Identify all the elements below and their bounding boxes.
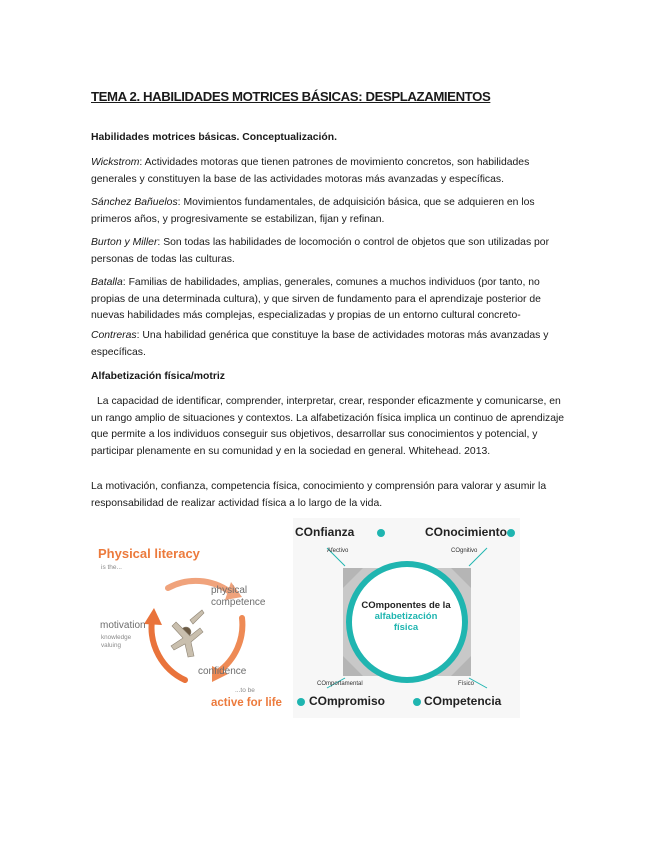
physical-competence-label [211,585,281,609]
compromiso-dot-icon [297,698,305,706]
definition-separator: : [139,157,145,168]
confianza-dot-icon [377,529,385,537]
competence-text: physical competence [211,585,266,608]
definition-author: Sánchez Bañuelos [91,197,178,208]
active-for-life-label: active for life [211,697,282,709]
confianza-label: COnfianza [295,525,355,539]
components-figure [293,518,520,718]
definition-separator: : [157,237,164,248]
dancer-silhouette [171,610,204,657]
section-heading: Habilidades motrices básicas. Conceptualización. [91,132,337,143]
definition-contreras [91,328,567,361]
cognitivo-label: COgnitivo [451,548,478,554]
definition-author: Batalla [91,277,123,288]
center-line-3: física [393,622,419,633]
definition-burton [91,235,567,268]
knowledge-label: knowledge [101,634,132,641]
valuing-label: valuing [101,642,121,649]
definition-author: Contreras [91,330,137,341]
afectivo-label: Afectivo [327,548,349,554]
center-line-1: COmponentes de la [361,600,451,611]
definition-text: Familias de habilidades, amplias, generales, comunes a muchos individuos (por tanto, no propias de una determinada cultura), y que sirven de fundamento para el aprendizaje posterior de nuevas habilidades más complejas, especializadas y propias de un entorno cultural concreto- [91,277,541,321]
conocimiento-label: COnocimiento [425,525,508,539]
literacy-paragraph [91,394,567,460]
definition-text: Son todas las habilidades de locomoción o control de objetos que son utilizadas por personas de todas las culturas. [91,237,550,265]
conocimiento-dot-icon [507,529,515,537]
definition-batalla [91,275,567,325]
definition-wickstrom [91,155,567,188]
page-title: TEMA 2. HABILIDADES MOTRICES BÁSICAS: DESPLAZAMIENTOS [91,89,491,104]
definition-author: Burton y Miller [91,237,158,248]
competencia-label: COmpetencia [424,694,502,708]
physical-literacy-figure [90,540,290,715]
paragraph-text: La motivación, confianza, competencia física, conocimiento y comprensión para valorar y asumir la responsabilidad de realizar actividad física a lo largo de la vida. [91,481,547,509]
conceptualization-section [91,130,567,147]
definition-sanchez [91,195,567,228]
motivation-sublabels [101,634,131,650]
definition-text: Actividades motoras que tienen patrones de movimiento concretos, son habilidades generales y constituyen la base de las actividades motoras más avanzadas y específicas. [91,157,530,185]
center-line-2: alfabetización [374,611,438,622]
definition-separator: : [177,197,184,208]
confidence-label: confidence [198,666,247,677]
section-heading: Alfabetización física/motriz [91,371,225,382]
compromiso-label: COmpromiso [309,694,386,708]
definition-text: Movimientos fundamentales, de adquisición básica, que se adquieren en los primeros años, y progresivamente se estabilizan, fijan y refinan. [91,197,535,225]
physical-literacy-title: Physical literacy [98,546,200,561]
definition-text: Una habilidad genérica que constituye la base de actividades motoras más avanzadas y específicas. [91,330,549,358]
competencia-dot-icon [413,698,421,706]
paragraph-text: La capacidad de identificar, comprender, interpretar, crear, responder eficazmente y comunicarse, en un rango amplio de situaciones y contextos. La alfabetización física implica un continuo de aprendizaje que permite a los individuos conseguir sus objetivos, desarrollar sus conocimientos y potencial, y participar plenamente en su comunidad y en la sociedad en general. Whitehead. 2013. [91,396,565,457]
components-center-title [351,600,461,633]
definition-separator: : [136,330,143,341]
literacy-section [91,369,567,386]
physical-literacy-subtitle: is the... [101,564,122,571]
definition-separator: : [122,277,129,288]
fisico-label: Físico [458,681,475,687]
motivation-label: motivation [100,620,146,631]
comportamental-label: COmportamental [317,681,363,687]
definition-author: Wickstrom [91,157,140,168]
motivation-paragraph [91,479,567,512]
to-be-label: ...to be [235,687,255,694]
